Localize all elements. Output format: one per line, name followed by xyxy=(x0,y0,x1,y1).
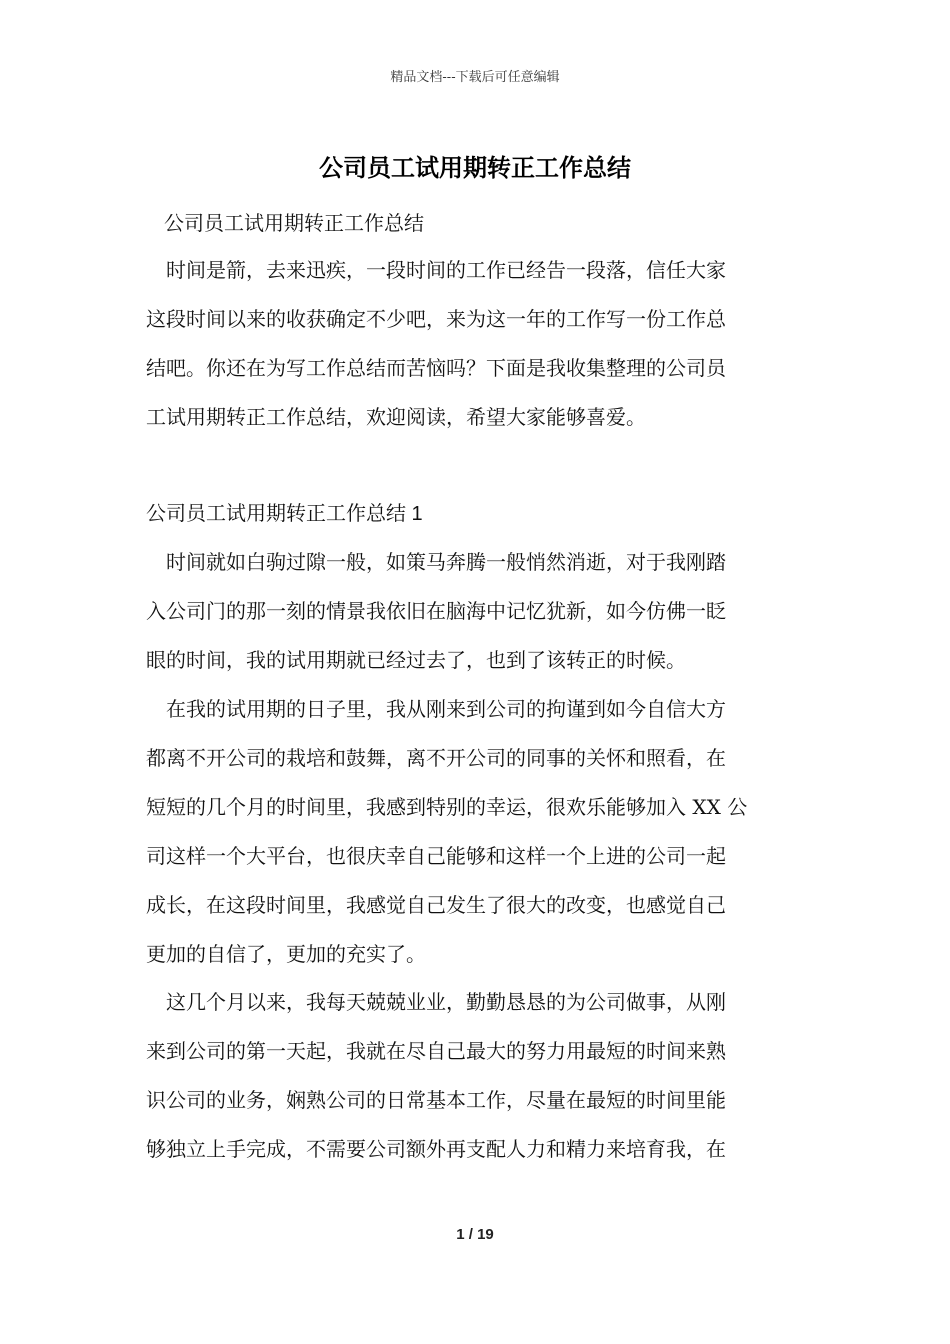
intro-line: 时间是箭，去来迅疾，一段时间的工作已经告一段落，信任大家 xyxy=(146,258,726,282)
intro-line: 工试用期转正工作总结，欢迎阅读，希望大家能够喜爱。 xyxy=(146,404,646,429)
intro-line: 结吧。你还在为写工作总结而苦恼吗？下面是我收集整理的公司员 xyxy=(146,355,726,380)
page-number: 1 / 19 xyxy=(456,1226,494,1243)
paragraph1-line: 眼的时间，我的试用期就已经过去了，也到了该转正的时候。 xyxy=(146,648,686,673)
document-subtitle: 公司员工试用期转正工作总结 xyxy=(164,211,424,235)
paragraph2-line: 都离不开公司的栽培和鼓舞，离不开公司的同事的关怀和照看，在 xyxy=(146,746,726,771)
paragraph3-line: 来到公司的第一天起，我就在尽自己最大的努力用最短的时间来熟 xyxy=(146,1039,726,1064)
paragraph2-line: 在我的试用期的日子里，我从刚来到公司的拘谨到如今自信大方 xyxy=(146,697,726,722)
paragraph2-line: 更加的自信了，更加的充实了。 xyxy=(146,941,426,966)
document-body xyxy=(146,200,806,1174)
paragraph3-line: 识公司的业务，娴熟公司的日常基本工作，尽量在最短的时间里能 xyxy=(146,1088,726,1113)
paragraph3-line: 这几个月以来，我每天兢兢业业，勤勤恳恳的为公司做事，从刚 xyxy=(146,990,726,1015)
paragraph3-line: 够独立上手完成，不需要公司额外再支配人力和精力来培育我，在 xyxy=(146,1137,726,1162)
paragraph-spacer xyxy=(146,442,806,490)
header-note: 精品文档---下载后可任意编辑 xyxy=(390,70,560,85)
paragraph2-line: 司这样一个大平台，也很庆幸自己能够和这样一个上进的公司一起 xyxy=(146,843,726,868)
paragraph1-line: 入公司门的那一刻的情景我依旧在脑海中记忆犹新，如今仿佛一眨 xyxy=(146,599,726,624)
document-title: 公司员工试用期转正工作总结 xyxy=(319,154,631,182)
paragraph2-line: 短短的几个月的时间里，我感到特别的幸运，很欢乐能够加入 XX 公 xyxy=(146,794,748,819)
section-heading: 公司员工试用期转正工作总结 1 xyxy=(146,502,423,525)
paragraph2-line: 成长，在这段时间里，我感觉自己发生了很大的改变，也感觉自己 xyxy=(146,892,726,917)
intro-line: 这段时间以来的收获确定不少吧，来为这一年的工作写一份工作总 xyxy=(146,306,726,331)
paragraph1-line: 时间就如白驹过隙一般，如策马奔腾一般悄然消逝，对于我刚踏 xyxy=(146,550,726,575)
